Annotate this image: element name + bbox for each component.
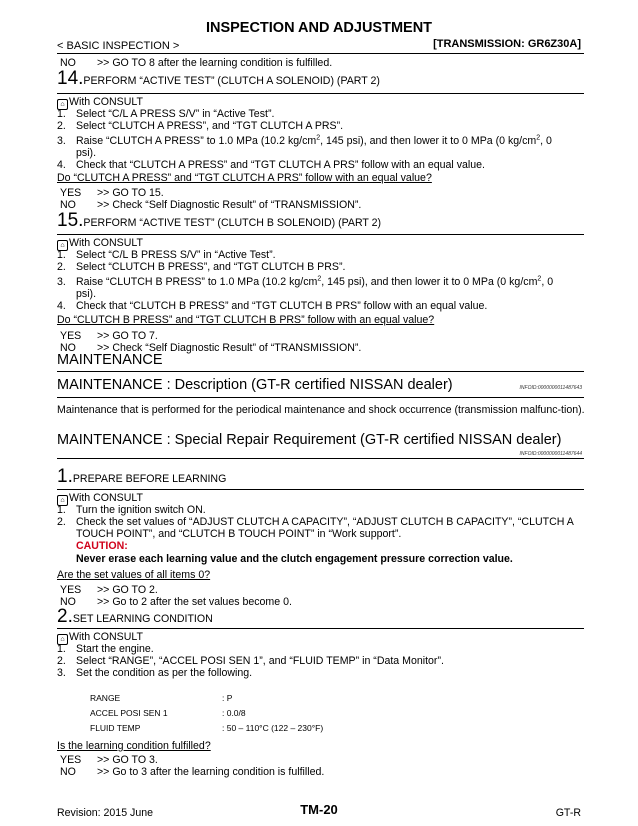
mstep-2-heading (57, 606, 213, 628)
step-title: PREPARE BEFORE LEARNING (72, 473, 227, 485)
item-number: 3. (57, 135, 66, 147)
table-key: ACCEL POSI SEN 1 (90, 707, 168, 718)
step-title: PERFORM “ACTIVE TEST” (CLUTCH B SOLENOID) (PART 2) (83, 217, 382, 229)
step15-yes-text: >> GO TO 7. (97, 330, 158, 342)
maintenance-heading: MAINTENANCE (57, 352, 163, 368)
step-15-heading (57, 210, 381, 232)
step14-item-3: Raise “CLUTCH A PRESS” to 1.0 MPa (10.2 $kg/cm^2$, 145 psi), and then lower it to 0 MPa (0 $kg/cm^2$, 0 (76, 134, 552, 147)
item-number: 2. (57, 261, 66, 273)
item-number: 4. (57, 300, 66, 312)
no-text: >> GO TO 8 after the learning condition is fulfilled. (97, 57, 333, 69)
header-rule (57, 53, 584, 54)
step15-no-text: >> Check “Self Diagnostic Result” of “TRANSMISSION”. (97, 342, 362, 354)
step15-item-3-cont: psi). (76, 288, 97, 300)
no-label: NO (60, 199, 76, 211)
item-number: 3. (57, 667, 66, 679)
step14-item-4: Check that “CLUTCH A PRESS” and “TGT CLUTCH A PRS” follow with an equal value. (76, 159, 485, 171)
consult-text: With CONSULT (69, 96, 143, 108)
step-14-heading (57, 68, 380, 90)
maintenance-description-heading: MAINTENANCE : Description (GT-R certified NISSAN dealer) (57, 377, 453, 393)
table-value: : 50 – 110°C (122 – 230°F) (222, 722, 324, 733)
consult-icon: ⌂ (57, 99, 68, 110)
mstep-1-heading (57, 466, 226, 488)
section-rule (57, 371, 584, 372)
step-rule (57, 93, 584, 94)
yes-label: YES (60, 187, 82, 199)
step14-no-text: >> Check “Self Diagnostic Result” of “TRANSMISSION”. (97, 199, 362, 211)
mstep1-item-2: Check the set values of “ADJUST CLUTCH A CAPACITY”, “ADJUST CLUTCH B CAPACITY”, “CLUTCH A TOUCH POINT”, and “CLUTCH B TOUCH POINT” in “Work support”. (76, 516, 574, 540)
step14-question: Do “CLUTCH A PRESS” and “TGT CLUTCH A PRS” follow with an equal value? (57, 172, 432, 184)
step15-item-4: Check that “CLUTCH B PRESS” and “TGT CLUTCH B PRS” follow with an equal value. (76, 300, 488, 312)
mstep1-yes-text: >> GO TO 2. (97, 584, 158, 596)
caution-label: CAUTION: (76, 540, 128, 552)
info-id: INFOID:0000000011487644 (519, 451, 582, 457)
step15-item-2: Select “CLUTCH B PRESS”, and “TGT CLUTCH B PRS”. (76, 261, 346, 273)
item-number: 1. (57, 249, 66, 261)
no-label: NO (60, 766, 76, 778)
mstep1-item-1: Turn the ignition switch ON. (76, 504, 206, 516)
consult-text: With CONSULT (69, 237, 143, 249)
yes-label: YES (60, 584, 82, 596)
special-repair-heading: MAINTENANCE : Special Repair Requirement (GT-R certified NISSAN dealer) (57, 432, 562, 448)
caution-text: Never erase each learning value and the clutch engagement pressure correction value. (76, 553, 513, 565)
consult-icon: ⌂ (57, 240, 68, 251)
consult-icon: ⌂ (57, 495, 68, 506)
step15-item-3: Raise “CLUTCH B PRESS” to 1.0 MPa (10.2 $kg/cm^2$, 145 psi), and then lower it to 0 MPa (0 $kg/cm^2$, 0 (76, 275, 554, 288)
step14-yes-text: >> GO TO 15. (97, 187, 164, 199)
mstep2-no-text: >> Go to 3 after the learning condition is fulfilled. (97, 766, 325, 778)
transmission-label: [TRANSMISSION: GR6Z30A] (433, 38, 581, 50)
mstep2-yes-text: >> GO TO 3. (97, 754, 158, 766)
step-rule (57, 234, 584, 235)
page-number: TM-20 (300, 802, 338, 817)
consult-icon: ⌂ (57, 634, 68, 645)
step-number: 1. (57, 466, 73, 487)
consult-text: With CONSULT (69, 492, 143, 504)
info-id: INFOID:0000000011487643 (519, 385, 582, 391)
table-row (90, 690, 323, 705)
yes-label: YES (60, 330, 82, 342)
table-value: : P (222, 692, 233, 703)
no-label: NO (60, 596, 76, 608)
section-rule (57, 458, 584, 459)
mstep2-question: Is the learning condition fulfilled? (57, 740, 211, 752)
mstep1-question: Are the set values of all items 0? (57, 569, 211, 581)
step-rule (57, 628, 584, 629)
table-value: : 0.0/8 (222, 707, 246, 718)
step-number: 15. (57, 210, 84, 231)
step-number: 2. (57, 606, 73, 627)
section-rule (57, 397, 584, 398)
item-number: 1. (57, 504, 66, 516)
item-number: 1. (57, 108, 66, 120)
step14-item-3-cont: psi). (76, 147, 97, 159)
step15-item-1: Select “C/L B PRESS S/V” in “Active Test”. (76, 249, 276, 261)
item-number: 2. (57, 516, 66, 528)
step14-item-1: Select “C/L A PRESS S/V” in “Active Test”. (76, 108, 275, 120)
item-number: 1. (57, 643, 66, 655)
no-label: NO (60, 342, 76, 354)
mstep2-item-2: Select “RANGE”, “ACCEL POSI SEN 1”, and “FLUID TEMP” in “Data Monitor”. (76, 655, 444, 667)
table-key: FLUID TEMP (90, 722, 141, 733)
item-number: 4. (57, 159, 66, 171)
no-label: NO (60, 57, 76, 69)
table-row (90, 705, 323, 720)
item-number: 3. (57, 276, 66, 288)
model-label: GT-R (555, 807, 581, 819)
step-title: PERFORM “ACTIVE TEST” (CLUTCH A SOLENOID) (PART 2) (83, 75, 380, 87)
table-row (90, 720, 323, 735)
yes-label: YES (60, 754, 82, 766)
item-number: 2. (57, 120, 66, 132)
revision-label: Revision: 2015 June (57, 807, 153, 819)
condition-table (90, 690, 323, 735)
section-label: < BASIC INSPECTION > (57, 40, 180, 52)
mstep2-item-3: Set the condition as per the following. (76, 667, 253, 679)
maintenance-description-text: Maintenance that is performed for the periodical maintenance and shock occurrence (transmission malfunc-tion). (57, 404, 585, 416)
step-title: SET LEARNING CONDITION (72, 613, 213, 625)
step15-question: Do “CLUTCH B PRESS” and “TGT CLUTCH B PRS” follow with an equal value? (57, 314, 435, 326)
mstep2-item-1: Start the engine. (76, 643, 154, 655)
item-number: 2. (57, 655, 66, 667)
table-key: RANGE (90, 692, 121, 703)
page-title: INSPECTION AND ADJUSTMENT (205, 20, 433, 36)
consult-text: With CONSULT (69, 631, 143, 643)
step-rule (57, 489, 584, 490)
step14-item-2: Select “CLUTCH A PRESS”, and “TGT CLUTCH A PRS”. (76, 120, 344, 132)
step-number: 14. (57, 68, 84, 89)
mstep1-no-text: >> Go to 2 after the set values become 0. (97, 596, 292, 608)
